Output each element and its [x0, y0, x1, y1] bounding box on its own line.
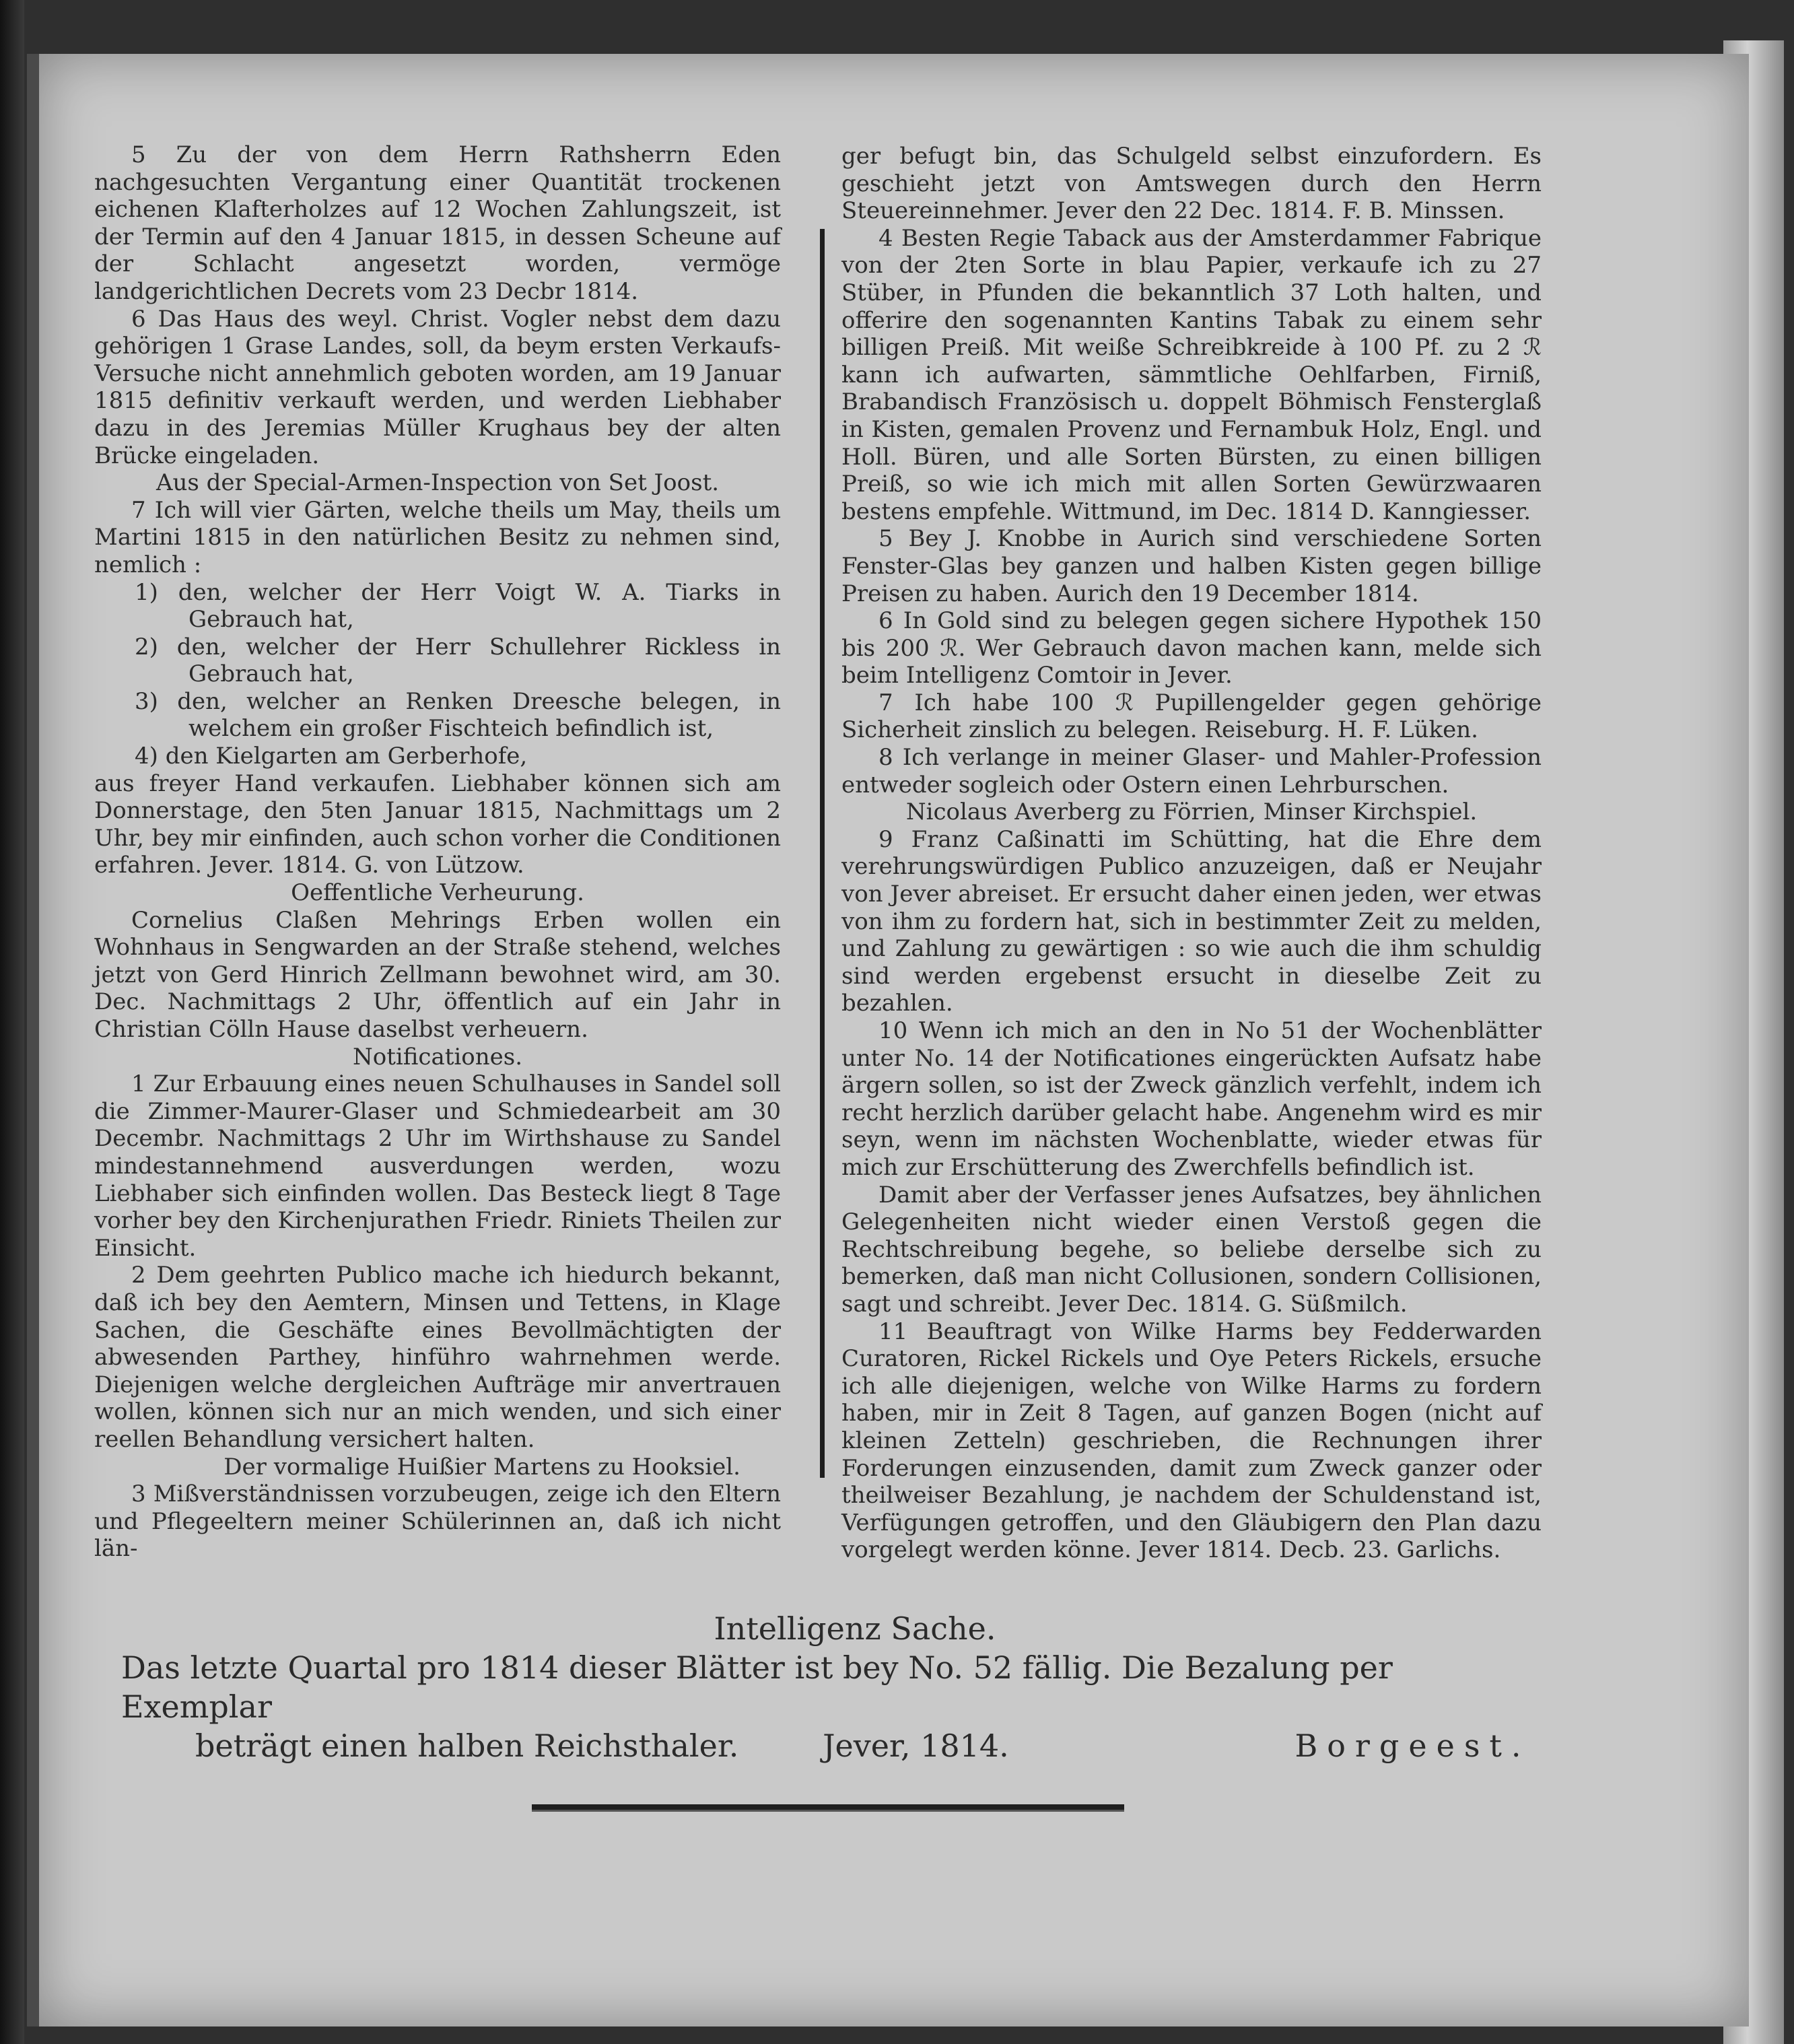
left-column: [94, 141, 781, 1563]
footer-line-2: [121, 1726, 1535, 1765]
notice-5: 5 Zu der von dem Herrn Rathsherrn Eden nachgesuchten Vergantung einer Quantität trockenen eichenen Klafterholzes auf 12 Wochen Zahlungszeit, ist der Termin auf den 4 Januar 1815, in dessen Scheune auf der Schlacht angesetzt worden, vermöge landgerichtlichen Decrets vom 23 Decbr 1814.: [94, 141, 781, 305]
footer-place: Jever, 1814.: [823, 1728, 1009, 1764]
notification-2-signature: Der vormalige Huißier Martens zu Hooksiel.: [223, 1453, 740, 1480]
footer-title: Intelligenz Sache.: [714, 1610, 996, 1647]
notificationes-heading: Notificationes.: [352, 1043, 523, 1070]
right-column: [841, 143, 1542, 1564]
verheurung-heading: Oeffentliche Verheurung.: [291, 879, 584, 907]
notification-11: 11 Beauftragt von Wilke Harms bey Fedderwarden Curatoren, Rickel Rickels und Oye Peters Rickels, ersuche ich alle diejenigen, welche von Wilke Harms zu fordern haben, mir in Zeit 8 Tagen, auf ganzen Bogen (nicht auf kleinen Zetteln) geschrieben, die Rechnungen ihrer Forderungen einzusenden, damit zum Zweck ganzer oder theilweiser Bezahlung, je nachdem der Schuldenstand ist, Verfügungen getroffen, und den Gläubigern den Plan dazu vorgelegt werden könne. Jever 1814. Decb. 23. Garlichs.: [841, 1318, 1542, 1564]
list-item-4: 4) den Kielgarten am Gerberhofe,: [135, 743, 528, 770]
notification-5: 5 Bey J. Knobbe in Aurich sind verschiedene Sorten Fenster-Glas bey ganzen und halben Kisten gegen billige Preisen zu haben. Aurich den 19 December 1814.: [841, 525, 1542, 607]
notification-10: 10 Wenn ich mich an den in No 51 der Wochenblätter unter No. 14 der Notificationes eingerückten Aufsatz habe ärgern sollen, so ist der Zweck gänzlich verfehlt, indem ich recht herzlich darüber gelacht habe. Angenehm wird es mir seyn, wenn im nächsten Wochenblatte, wieder etwas für mich zur Erschütterung des Zwerchfells befindlich ist.: [841, 1017, 1542, 1181]
notification-1: 1 Zur Erbauung eines neuen Schulhauses in Sandel soll die Zimmer-Maurer-Glaser und Schmiedearbeit am 30 Decembr. Nachmittags 2 Uhr im Wirthshause zu Sandel mindestannehmend ausverdungen werden, wozu Liebhaber sich einfinden wollen. Das Besteck liegt 8 Tage vorher bey den Kirchenjurathen Friedr. Riniets Theilen zur Einsicht.: [94, 1070, 781, 1262]
notice-6: 6 Das Haus des weyl. Christ. Vogler nebst dem dazu gehörigen 1 Grase Landes, soll, da beym ersten Verkaufs-Versuche nicht annehmlich geboten worden, am 19 Januar 1815 definitiv verkauft werden, und werden Liebhaber dazu in des Jeremias Müller Krughaus bey der alten Brücke eingeladen.: [94, 305, 781, 469]
list-item-1: 1) den, welcher der Herr Voigt W. A. Tiarks in Gebrauch hat,: [135, 578, 781, 634]
footer-signature: Borgeest.: [1295, 1728, 1531, 1764]
end-rule: [532, 1804, 1124, 1812]
notification-8: 8 Ich verlange in meiner Glaser- und Mahler-Profession entweder sogleich oder Ostern einen Lehrburschen.: [841, 744, 1542, 798]
notification-7: 7 Ich habe 100 ℛ Pupillengelder gegen gehörige Sicherheit zinslich zu belegen. Reiseburg. H. F. Lüken.: [841, 689, 1542, 744]
notification-3-cont: ger befugt bin, das Schulgeld selbst einzufordern. Es geschieht jetzt von Amtswegen durch den Herrn Steuereinnehmer. Jever den 22 Dec. 1814. F. B. Minssen.: [841, 143, 1542, 225]
notification-3: 3 Mißverständnissen vorzubeugen, zeige ich den Eltern und Pflegeeltern meiner Schülerinnen an, daß ich nicht län-: [94, 1480, 781, 1563]
notification-4: 4 Besten Regie Taback aus der Amsterdammer Fabrique von der 2ten Sorte in blau Papier, verkaufe ich zu 27 Stüber, in Pfunden die bekanntlich 37 Loth halten, und offerire den sogenannten Kantins Tabak zu einem sehr billigen Preiß. Mit weiße Schreibkreide à 100 Pf. zu 2 ℛ kann ich aufwarten, sämmtliche Oehlfarben, Firniß, Brabandisch Französisch u. doppelt Böhmisch Fensterglaß in Kisten, gemalen Provenz und Fernambuk Holz, Engl. und Holl. Büren, und alle Sorten Bürsten, zu einen billigen Preiß, so wie ich mich mit allen Sorten Gewürzwaaren bestens empfehle. Wittmund, im Dec. 1814 D. Kanngiesser.: [841, 224, 1542, 525]
list-item-3: 3) den, welcher an Renken Dreesche belegen, in welchem ein großer Fischteich befindlich ist,: [135, 687, 781, 743]
notification-8-signature: Nicolaus Averberg zu Förrien, Minser Kirchspiel.: [905, 798, 1478, 826]
list-item-2: 2) den, welcher der Herr Schullehrer Rickless in Gebrauch hat,: [135, 633, 781, 688]
armen-heading: Aus der Special-Armen-Inspection von Set Joost.: [156, 469, 720, 497]
column-rule: [820, 229, 825, 1478]
footer-line-2-text: beträgt einen halben Reichsthaler.: [195, 1728, 739, 1764]
book-spine: [0, 0, 24, 2044]
footer-line-1: Das letzte Quartal pro 1814 dieser Blätter ist bey No. 52 fällig. Die Bezalung per Exemplar: [121, 1649, 1393, 1725]
notification-10b: Damit aber der Verfasser jenes Aufsatzes, bey ähnlichen Gelegenheiten nicht wieder einen Verstoß gegen die Rechtschreibung begehe, so beliebe derselbe sich zu bemerken, daß man nicht Collusionen, sondern Collisionen, sagt und schreibt. Jever Dec. 1814. G. Süßmilch.: [841, 1181, 1542, 1318]
notice-7-end: aus freyer Hand verkaufen. Liebhaber können sich am Donnerstage, den 5ten Januar 1815, Nachmittags um 2 Uhr, bey mir einfinden, auch schon vorher die Conditionen erfahren. Jever. 1814. G. von Lützow.: [94, 770, 781, 879]
verheurung-text: Cornelius Claßen Mehrings Erben wollen ein Wohnhaus in Sengwarden an der Straße stehend, welches jetzt von Gerd Hinrich Zellmann bewohnet wird, am 30. Dec. Nachmittags 2 Uhr, öffentlich auf ein Jahr in Christian Cölln Hause daselbst verheuern.: [94, 906, 781, 1043]
notification-2: 2 Dem geehrten Publico mache ich hiedurch bekannt, daß ich bey den Aemtern, Minsen und Tettens, in Klage Sachen, die Geschäfte eines Bevollmächtigten der abwesenden Parthey, hinführo wahrnehmen werde. Diejenigen welche dergleichen Aufträge mir anvertrauen wollen, können sich nur an mich wenden, und sich einer reellen Behandlung versichert halten.: [94, 1262, 781, 1453]
notification-9: 9 Franz Caßinatti im Schütting, hat die Ehre dem verehrungswürdigen Publico anzuzeigen, daß er Neujahr von Jever abreiset. Er ersucht daher einen jeden, wer etwas von ihm zu fordern hat, sich in bestimmter Zeit zu melden, und Zahlung zu gewärtigen : so wie auch die ihm schuldig sind werden ergebenst ersucht in dieselbe Zeit zu bezahlen.: [841, 825, 1542, 1017]
footer-notice: [121, 1609, 1535, 1765]
notification-6: 6 In Gold sind zu belegen gegen sichere Hypothek 150 bis 200 ℛ. Wer Gebrauch davon machen kann, melde sich beim Intelligenz Comtoir in Jever.: [841, 607, 1542, 689]
notice-7: 7 Ich will vier Gärten, welche theils um May, theils um Martini 1815 in den natürlichen Besitz zu nehmen sind, nemlich :: [94, 496, 781, 578]
